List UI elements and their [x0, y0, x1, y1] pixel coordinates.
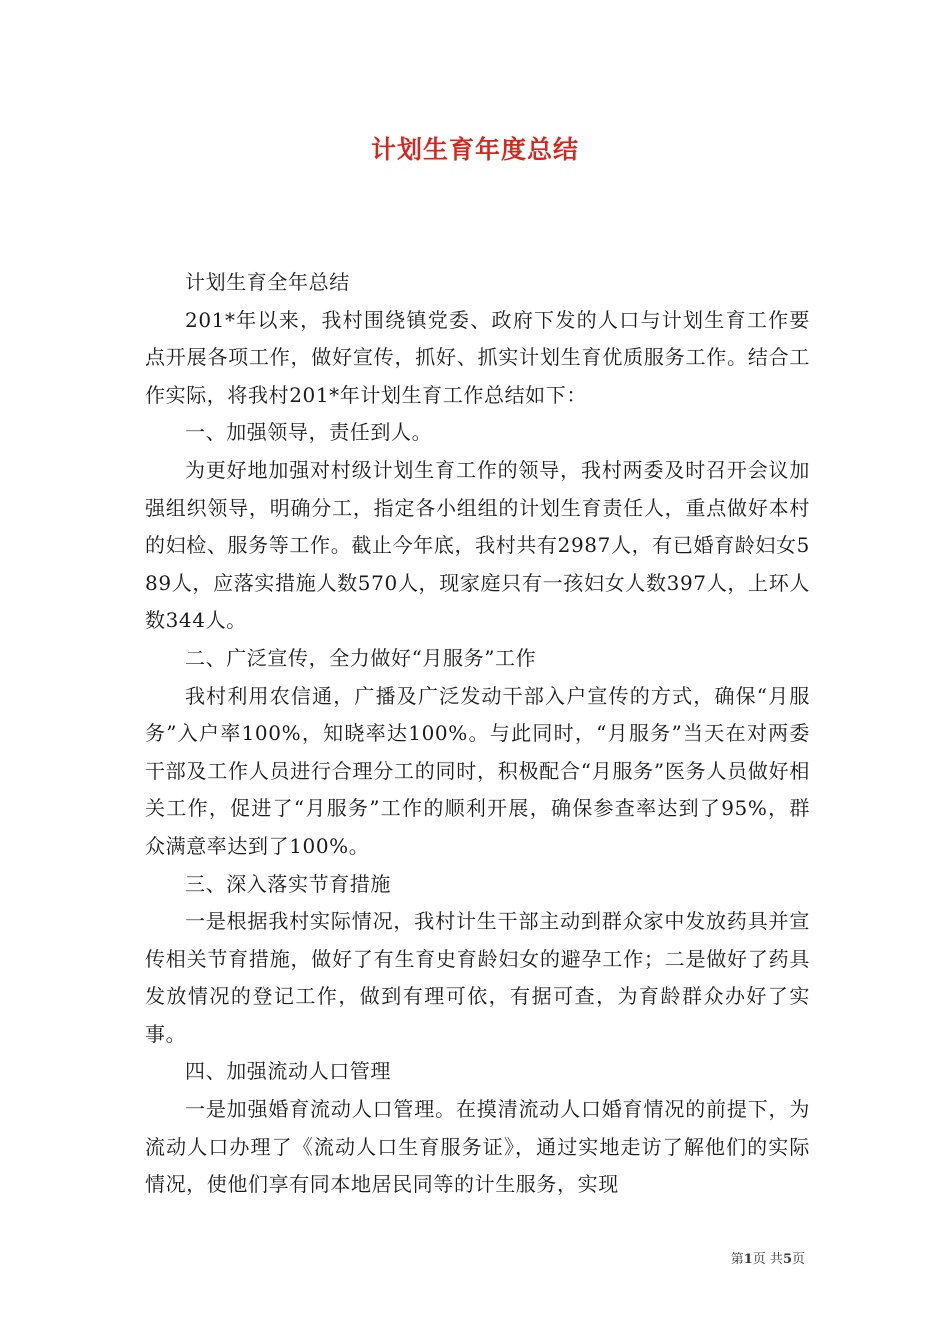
section-body-3: 一是根据我村实际情况，我村计生干部主动到群众家中发放药具并宣传相关节育措施，做好了有生育史育龄妇女的避孕工作；二是做好了药具发放情况的登记工作，做到有理可依，有据可查，为育龄群众办好了实事。: [145, 909, 810, 1046]
section-heading-3: 三、深入落实节育措施: [185, 871, 391, 896]
section-body-2: 我村利用农信通，广播及广泛发动干部入户宣传的方式，确保“月服务”入户率100%，知晓率达100%。与此同时，“月服务”当天在对两委干部及工作人员进行合理分工的同时，积极配合“月服务”医务人员做好相关工作，促进了“月服务”工作的顺利开展，确保参查率达到了95%，群众满意率达到了100%。: [145, 683, 810, 858]
document-body: [145, 264, 810, 1204]
page-number-footer: [731, 1248, 805, 1267]
footer-middle: 页 共: [752, 1252, 783, 1267]
section-body-4: 一是加强婚育流动人口管理。在摸清流动人口婚育情况的前提下，为流动人口办理了《流动人口生育服务证》，通过实地走访了解他们的实际情况，使他们享有同本地居民同等的计生服务，实现: [145, 1097, 810, 1197]
section-heading-1: 一、加强领导，责任到人。: [185, 420, 433, 445]
footer-current-page: 1: [743, 1252, 753, 1267]
section-heading-2: 二、广泛宣传，全力做好“月服务”工作: [185, 645, 537, 670]
paragraph-heading: 计划生育全年总结: [185, 270, 350, 294]
footer-prefix: 第: [730, 1252, 744, 1267]
section-heading-4: 四、加强流动人口管理: [185, 1059, 391, 1084]
page-title: 计划生育年度总结: [370, 135, 579, 164]
footer-total-pages: 5: [782, 1252, 792, 1267]
footer-suffix: 页: [791, 1252, 805, 1267]
paragraph-intro: 201*年以来，我村围绕镇党委、政府下发的人口与计划生育工作要点开展各项工作，做好宣传，抓好、抓实计划生育优质服务工作。结合工作实际，将我村201*年计划生育工作总结如下：: [145, 307, 810, 407]
section-body-1: 为更好地加强对村级计划生育工作的领导，我村两委及时召开会议加强组织领导，明确分工，指定各小组组的计划生育责任人，重点做好本村的妇检、服务等工作。截止今年底，我村共有2987人，有已婚育龄妇女589人，应落实措施人数570人，现家庭只有一孩妇女人数397人，上环人数344人。: [145, 457, 810, 633]
